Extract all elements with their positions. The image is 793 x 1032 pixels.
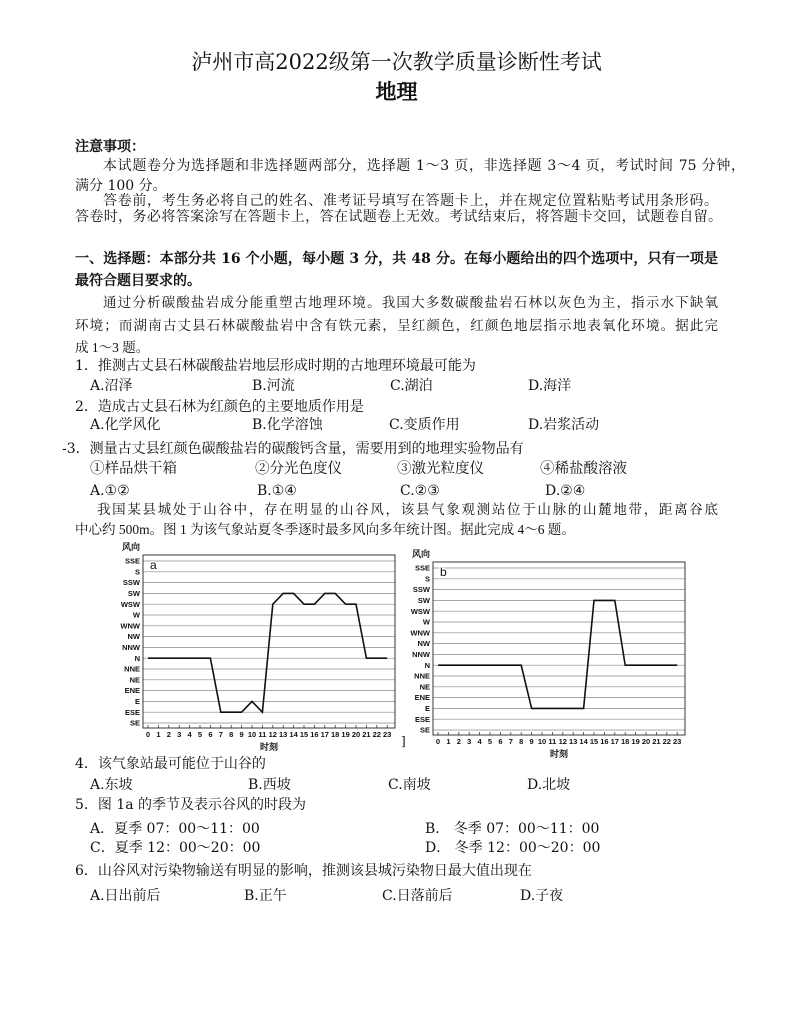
x-tick-label: 3 [467,737,472,746]
y-tick-label: SE [419,725,430,735]
option-c: C．夏季 12：00～20：00 [90,840,261,856]
x-tick-label: 18 [331,730,340,739]
x-tick-label: 8 [229,730,234,739]
option-c: C.南坡 [388,777,431,793]
notice-line: 满分 100 分。 [75,178,167,194]
x-tick-label: 5 [197,730,203,739]
option-b: B.化学溶蚀 [252,417,323,433]
y-tick-label: E [134,697,140,706]
option-a: A.化学风化 [90,417,161,433]
x-tick-label: 17 [610,737,619,746]
y-axis-title: 风向 [412,550,431,560]
y-axis-title: 风向 [122,543,141,553]
y-tick-label: E [424,704,430,713]
x-tick-label: 22 [372,730,381,739]
subject-title: 地理 [375,79,418,104]
y-tick-label: SSW [412,585,430,595]
x-tick-label: 10 [537,737,547,746]
x-tick-label: 9 [239,730,244,739]
y-tick-label: N [134,653,140,663]
x-tick-label: 16 [600,737,609,746]
y-tick-label: S [134,567,140,577]
x-tick-label: 15 [589,737,599,746]
question-stem: -3．测量古丈县红颜色碳酸盐岩的碳酸钙含量，需要用到的地理实验物品有 [62,441,524,457]
y-tick-label: SSW [122,578,140,588]
x-tick-label: 7 [218,730,223,739]
y-tick-label: ESE [414,714,430,724]
option-d: D.海洋 [528,378,572,394]
x-tick-label: 4 [187,730,192,739]
x-tick-label: 13 [569,737,578,746]
x-tick-label: 10 [247,730,257,739]
question-stem: 1．推测古丈县石林碳酸盐岩地层形成时期的古地理环境最可能为 [75,358,476,374]
y-tick-label: SE [129,718,140,728]
question-stem: 2．造成古丈县石林为红颜色的主要地质作用是 [75,399,364,415]
x-tick-label: 2 [456,737,461,746]
option-b: B.①④ [257,483,297,499]
x-tick-label: 17 [320,730,329,739]
question-stem: 4．该气象站最可能位于山谷的 [75,756,266,772]
x-tick-label: 21 [652,737,661,746]
y-tick-label: NNE [124,664,140,674]
y-tick-label: NNE [414,671,430,681]
x-tick-label: 1 [446,737,451,746]
y-tick-label: WSW [120,599,140,609]
notice-line: 答卷前，考生务必将自己的姓名、准考证号填写在答题卡上，并在规定位置粘贴考试用条形码。 [103,193,718,209]
lab-item: ③激光粒度仪 [397,461,484,477]
y-tick-label: WNW [120,621,140,631]
panel-label: a [150,558,157,572]
notice-line: 本试题卷分为选择题和非选择题两部分，选择题 1～3 页，非选择题 3～4 页，考试时间 75 分钟， [103,158,745,174]
y-tick-label: NNW [122,643,140,652]
section-heading-line: 一、选择题：本部分共 16 个小题，每小题 3 分，共 48 分。在每小题给出的四个选项中，只有一项是 [75,251,718,267]
x-tick-label: 20 [351,730,361,739]
y-tick-label: NE [419,682,430,692]
option-a: A.沼泽 [90,378,133,394]
x-tick-label: 2 [166,730,171,739]
wind-direction-line [148,593,387,712]
x-axis-title: 时刻 [550,750,569,760]
y-tick-label: NE [129,675,140,685]
passage-line: 通过分析碳酸盐岩成分能重塑古地理环境。我国大多数碳酸盐岩石林以灰色为主，指示水下缺氧 [103,295,718,310]
x-tick-label: 23 [383,730,392,739]
option-d: D． 冬季 12：00～20：00 [425,840,601,856]
x-tick-label: 4 [477,737,482,746]
question-stem: 6．山谷风对污染物输送有明显的影响，推测该县城污染物日最大值出现在 [75,863,532,879]
x-tick-label: 6 [498,737,503,746]
y-tick-label: SW [127,589,140,598]
y-tick-label: N [424,660,430,670]
x-tick-label: 22 [662,737,671,746]
x-tick-label: 20 [641,737,651,746]
x-tick-label: 8 [519,737,524,746]
notice-heading: 注意事项： [75,139,145,155]
y-tick-label: NW [127,632,140,642]
option-c: C.湖泊 [390,378,433,394]
y-tick-label: W [132,610,140,620]
stray-bracket: ] [401,734,406,748]
y-tick-label: ENE [414,693,430,703]
lab-item: ④稀盐酸溶液 [540,461,627,477]
x-tick-label: 5 [487,737,493,746]
y-tick-label: NNW [412,650,430,659]
x-tick-label: 0 [435,737,441,746]
x-tick-label: 23 [673,737,682,746]
option-c: C.变质作用 [389,417,460,433]
question-stem: 5．图 1a 的季节及表示谷风的时段为 [75,797,307,813]
y-tick-label: SW [417,596,430,605]
x-tick-label: 12 [558,737,567,746]
x-tick-label: 11 [548,737,557,746]
exam-title: 泸州市高2022级第一次教学质量诊断性考试 [191,50,602,74]
x-tick-label: 6 [208,730,213,739]
x-tick-label: 19 [631,737,640,746]
section-heading-line: 最符合题目要求的。 [75,273,201,289]
y-tick-label: WNW [410,628,430,638]
y-tick-label: SSE [414,563,430,573]
passage-line: 环境；而湖南古丈县石林碳酸盐岩中含有铁元素，呈红颜色，红颜色地层指示地表氧化环境。据此完 [75,318,718,333]
notice-line: 答卷时，务必将答案涂写在答题卡上，答在试题卷上无效。考试结束后，将答题卡交回，试题卷自留。 [75,209,722,225]
x-tick-label: 18 [621,737,630,746]
x-tick-label: 16 [310,730,319,739]
y-tick-label: W [422,617,430,627]
option-b: B.正午 [244,888,287,904]
y-tick-label: S [424,574,430,584]
y-tick-label: SSE [124,556,140,566]
passage-line: 我国某县城处于山谷中，存在明显的山谷风，该县气象观测站位于山脉的山麓地带，距离谷底 [97,502,718,517]
y-tick-label: ESE [124,707,140,717]
x-tick-label: 21 [362,730,371,739]
lab-item: ①样品烘干箱 [90,461,177,477]
wind-chart-a [110,540,400,756]
x-tick-label: 12 [268,730,277,739]
x-tick-label: 13 [279,730,288,739]
option-d: D.子夜 [520,888,564,904]
x-tick-label: 14 [579,737,588,746]
lab-item: ②分光色度仪 [255,461,342,477]
passage-line: 成 1～3 题。 [75,340,150,355]
x-tick-label: 1 [156,730,161,739]
option-b: B.西坡 [248,777,291,793]
option-d: D.岩浆活动 [528,417,600,433]
option-c: C.日落前后 [382,888,453,904]
x-axis-title: 时刻 [260,743,279,753]
y-tick-label: ENE [124,686,140,696]
y-tick-label: WSW [410,606,430,616]
x-tick-label: 14 [289,730,298,739]
option-a: A.东坡 [90,777,133,793]
panel-label: b [440,565,447,579]
option-c: C.②③ [400,483,440,499]
option-b: B． 冬季 07：00～11：00 [425,821,600,837]
wind-chart-b [400,547,693,763]
x-tick-label: 3 [177,730,182,739]
option-d: D.②④ [545,483,586,499]
option-a: A.日出前后 [90,888,161,904]
x-tick-label: 11 [258,730,267,739]
option-b: B.河流 [252,378,295,394]
x-tick-label: 19 [341,730,350,739]
y-tick-label: NW [417,639,430,649]
option-a: A．夏季 07：00～11：00 [90,821,260,837]
option-d: D.北坡 [527,777,571,793]
passage-line: 中心约 500m。图 1 为该气象站夏冬季逐时最多风向多年统计图。据此完成 4～6 题。 [75,522,575,537]
option-a: A.①② [90,483,130,499]
x-tick-label: 9 [529,737,534,746]
x-tick-label: 7 [508,737,513,746]
x-tick-label: 0 [145,730,151,739]
x-tick-label: 15 [299,730,309,739]
